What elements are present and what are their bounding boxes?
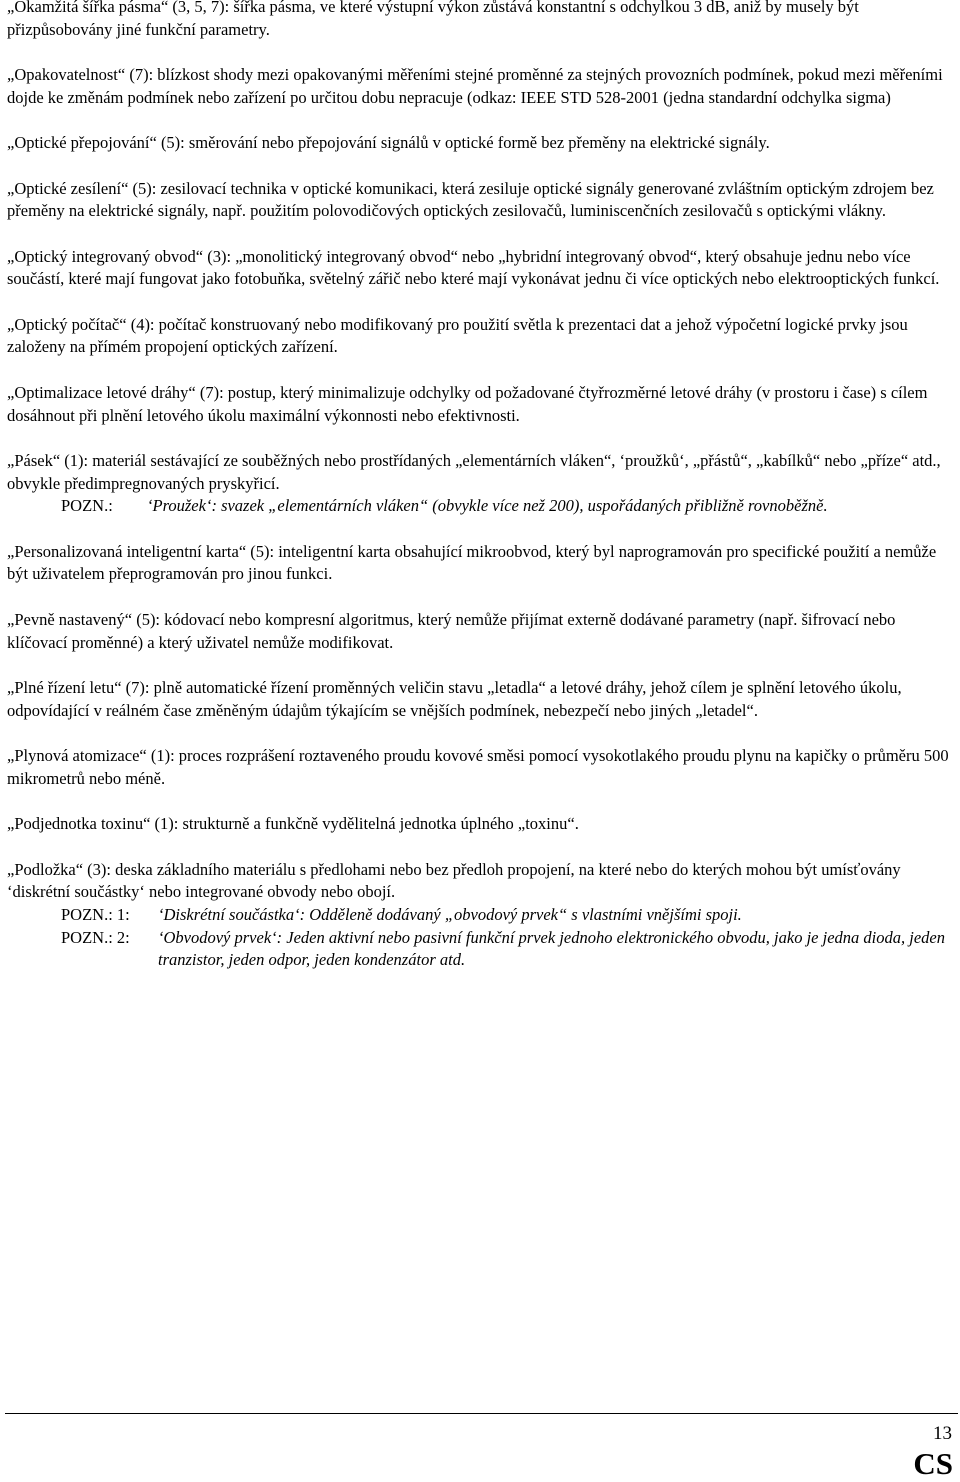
definition-okamzita-sirka-pasma: „Okamžitá šířka pásma“ (3, 5, 7): šířka pásma, ve které výstupní výkon zůstává konstantní s odchylkou 3 dB, aniž by musely být přizpůsobovány jiné funkční parametry. [7, 0, 859, 39]
definition-pasek-group [7, 450, 953, 518]
definition-personalizovana-inteligentni-karta: „Personalizovaná inteligentní karta“ (5): inteligentní karta obsahující mikroobvod, který byl naprogramován pro specifické použití a nemůže být uživatelem přeprogramován pro jinou funkci. [7, 541, 937, 584]
definition-plne-rizeni-letu: „Plné řízení letu“ (7): plně automatické řízení proměnných veličin stavu „letadla“ a letové dráhy, jehož cílem je splnění letového úkolu, odpovídající v reálném čase změněným údajům týkajícím se vnějších podmínek, nebezpečí nebo jiných „letadel“. [7, 677, 902, 720]
note-podlozka-2 [7, 927, 953, 972]
definition-podlozka: „Podložka“ (3): deska základního materiálu s předlohami nebo bez předloh propojení, na které nebo do kterých mohou být umísťovány ‘diskrétní součástky‘ nebo integrované obvody nebo obojí. [7, 859, 901, 902]
definition-optimalizace-letove-drahy: „Optimalizace letové dráhy“ (7): postup, který minimalizuje odchylky od požadované čtyřrozměrné letové dráhy (v prostoru i čase) s cílem dosáhnout při plnění letového úkolu maximální výkonnosti nebo efektivnosti. [7, 382, 928, 425]
definition-opticke-prepojovani: „Optické přepojování“ (5): směrování nebo přepojování signálů v optické formě bez přeměny na elektrické signály. [7, 133, 770, 153]
definition-plynova-atomizace: „Plynová atomizace“ (1): proces rozprášení roztaveného proudu kovové směsi pomocí vysokotlakého proudu plynu na kapičky o průměru 500 mikrometrů nebo méně. [7, 746, 949, 788]
definition-podlozka-group [7, 859, 953, 973]
language-code: CS [913, 1446, 953, 1481]
definition-opticke-zesileni: „Optické zesílení“ (5): zesilovací technika v optické komunikaci, která zesiluje optické signály generované zvláštním optickým zdrojem bez přeměny na elektrické signály, např. použitím polovodičových optických zesilovačů, luminiscenčních zesilovačů s optickými vlákny. [7, 178, 934, 221]
note-text: ‘Obvodový prvek‘: Jeden aktivní nebo pasivní funkční prvek jednoho elektronického obvodu, jako je jedna dioda, jeden tranzistor, jeden odpor, jeden kondenzátor atd. [158, 927, 945, 970]
definition-pevne-nastaveny: „Pevně nastavený“ (5): kódovací nebo kompresní algoritmus, který nemůže přijímat externě dodávané parametry (např. šifrovací nebo klíčovací proměnné) a který uživatel nemůže modifikovat. [7, 609, 896, 652]
note-label: POZN.: [61, 496, 113, 516]
note-label: POZN.: 1: [61, 904, 130, 924]
note-label: POZN.: 2: [61, 927, 130, 947]
document-body [7, 0, 953, 995]
definition-opticky-pocitac: „Optický počítač“ (4): počítač konstruovaný nebo modifikovaný pro použití světla k prezentaci dat a jehož výpočetní logické prvky jsou založeny na přímém propojení optických zařízení. [7, 314, 908, 357]
note-podlozka-1 [7, 904, 953, 927]
note-pasek [7, 495, 953, 518]
definition-opakovatelnost: „Opakovatelnost“ (7): blízkost shody mezi opakovanými měřeními stejné proměnné za stejných provozních podmínek, pokud mezi měřeními dojde ke změnám podmínek nebo zařízení po určitou dobu nepracuje (odkaz: IEEE STD 528-2001 (jedna standardní odchylka sigma) [7, 65, 943, 107]
footer-divider [5, 1413, 958, 1414]
note-text: ‘Proužek‘: svazek „elementárních vláken“ (obvykle více než 200), uspořádaných přibližně rovnoběžně. [147, 496, 828, 516]
page-number: 13 [933, 1423, 952, 1444]
definition-opticky-integrovany-obvod: „Optický integrovaný obvod“ (3): „monolitický integrovaný obvod“ nebo „hybridní integrovaný obvod“, který obsahuje jednu nebo více součástí, které mají fungovat jako fotobuňka, světelný zářič nebo které mají vykonávat jednu či více optických nebo elektrooptických funkcí. [7, 246, 940, 289]
definition-pasek: „Pásek“ (1): materiál sestávající ze souběžných nebo prostřídaných „elementárních vláken“, ‘proužků‘, „přástů“, „kabílků“ nebo „příze“ atd., obvykle předimpregnovaných pryskyřicí. [7, 450, 941, 493]
definition-podjednotka-toxinu: „Podjednotka toxinu“ (1): strukturně a funkčně vydělitelná jednotka úplného „toxinu“. [7, 814, 579, 834]
note-text: ‘Diskrétní součástka‘: Odděleně dodávaný „obvodový prvek“ s vlastními vnějšími spoji. [158, 904, 742, 924]
